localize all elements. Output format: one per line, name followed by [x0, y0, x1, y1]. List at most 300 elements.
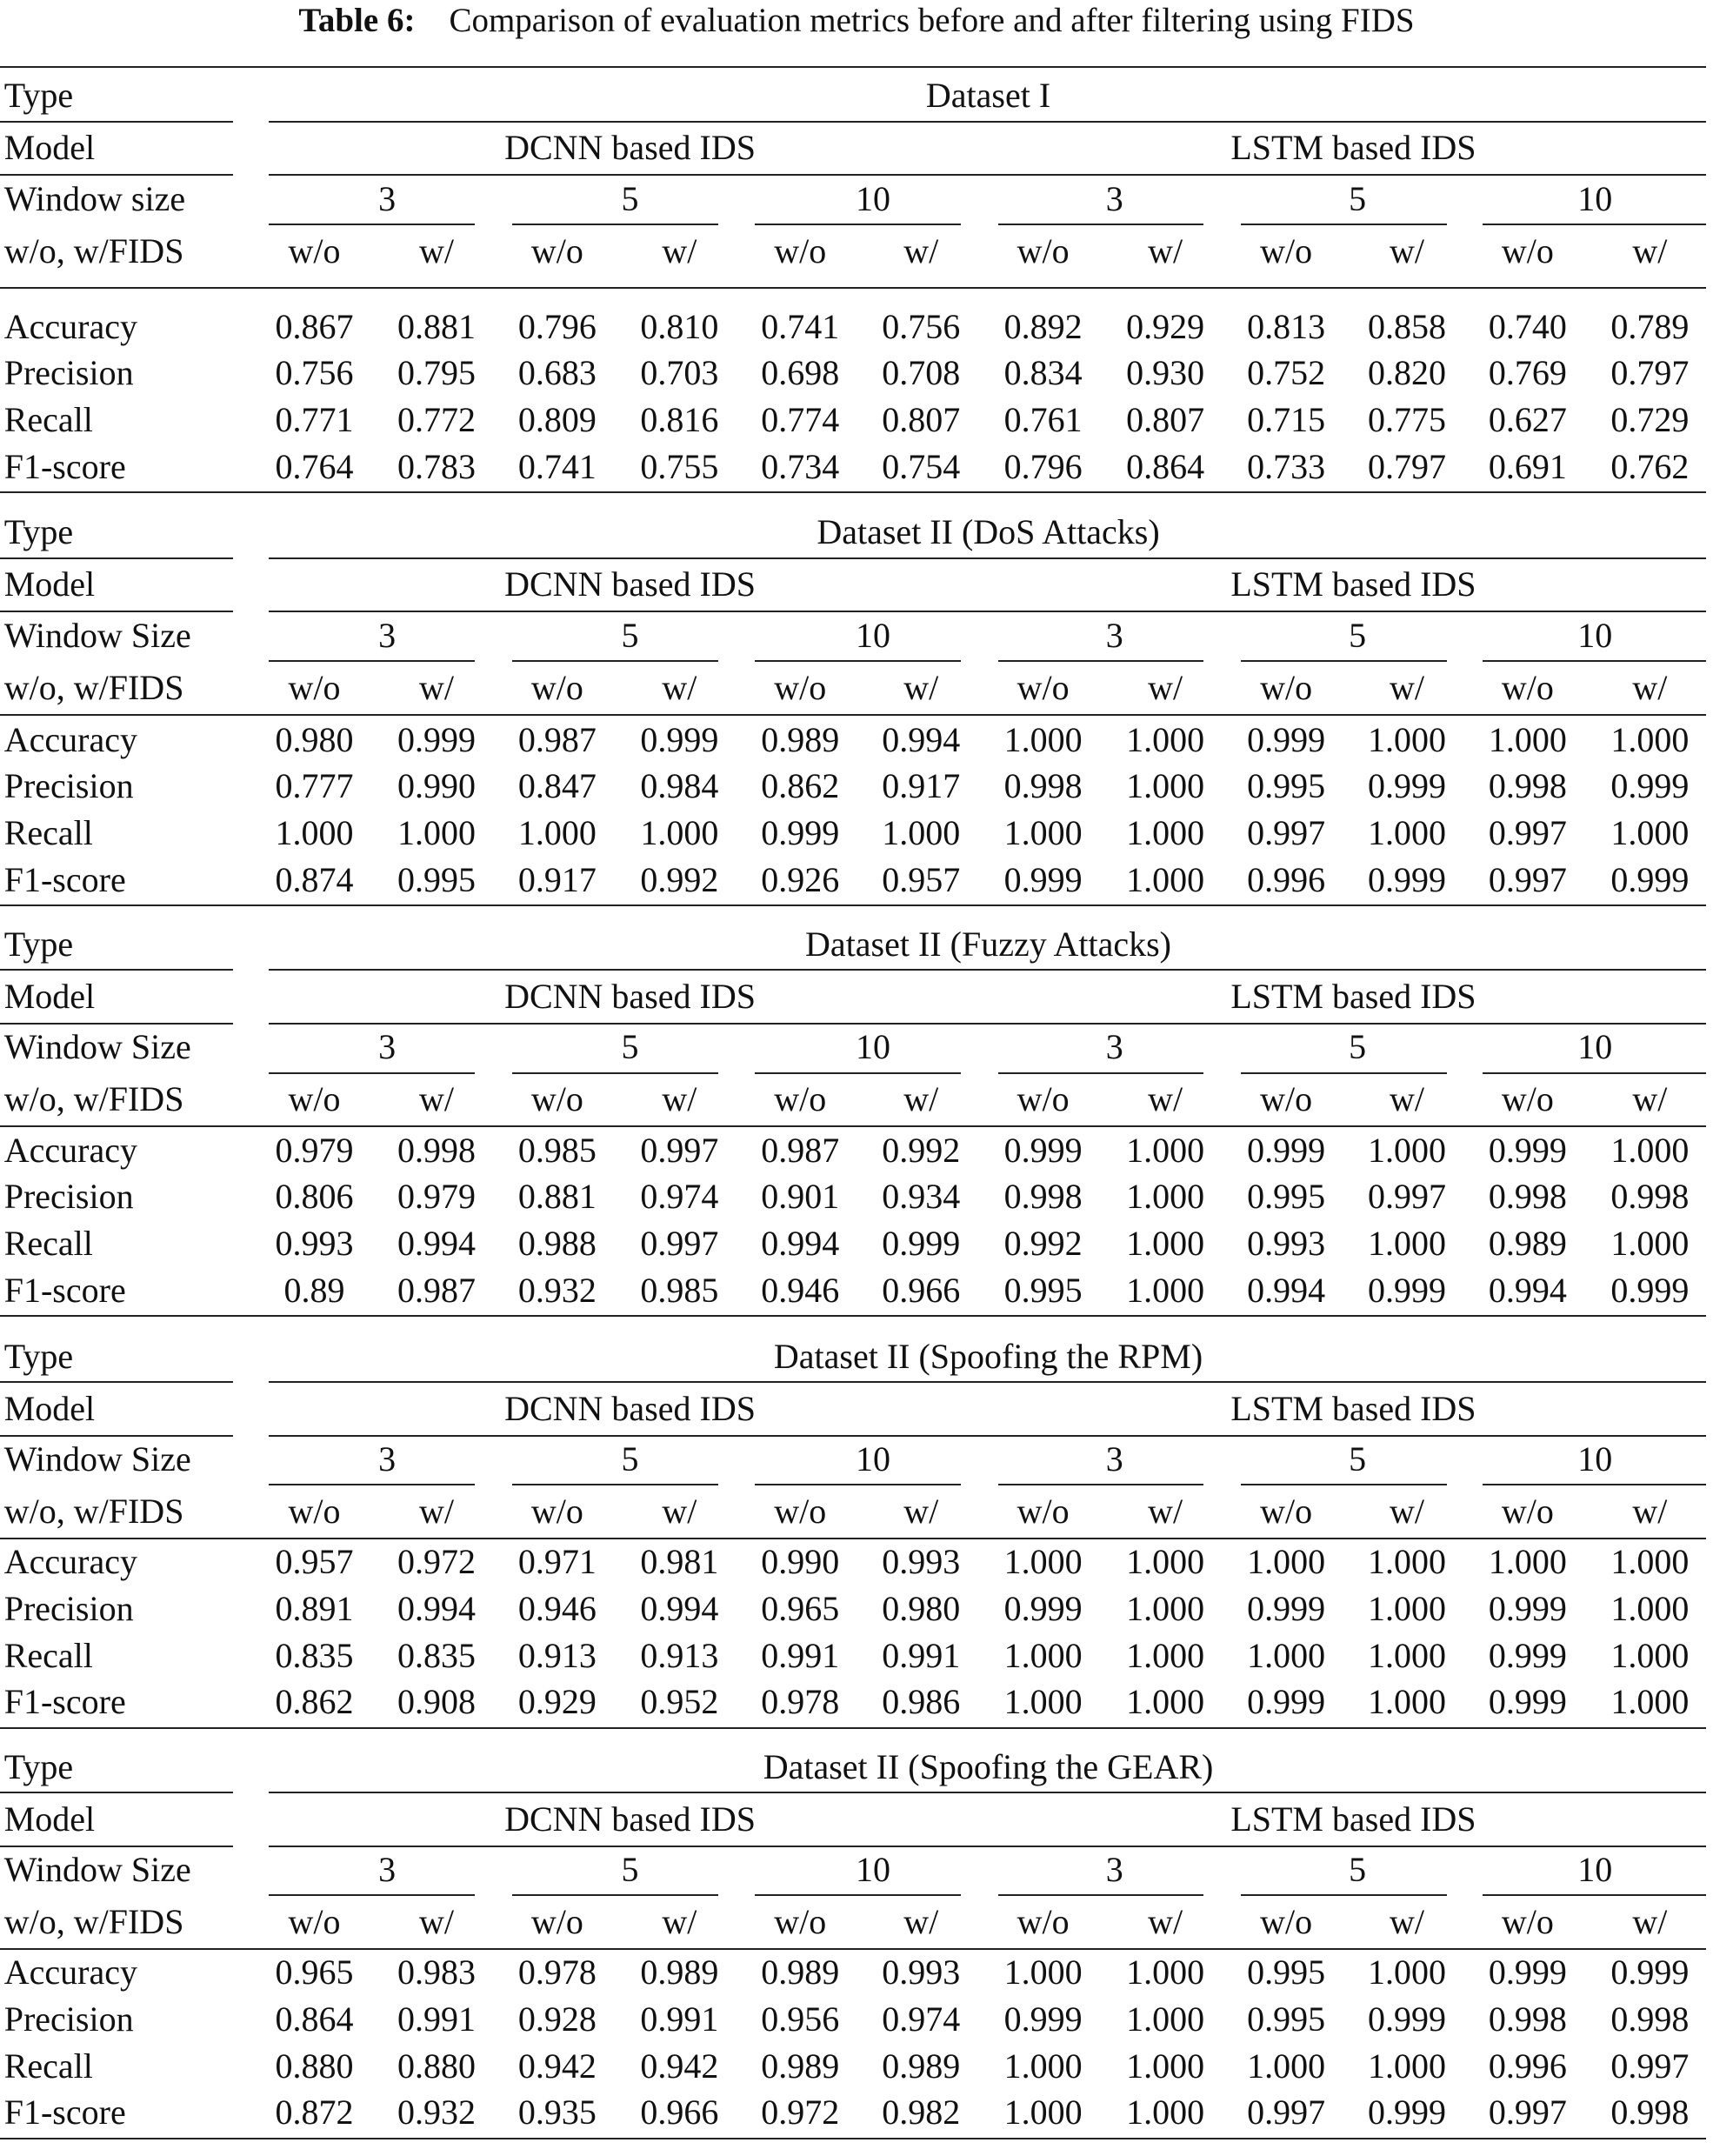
window-group-rule: [1241, 1072, 1447, 1074]
metric-label: Accuracy: [3, 1542, 137, 1582]
window-size-value: 3: [378, 1438, 397, 1478]
metric-value: 0.627: [1488, 400, 1567, 440]
dataset-rule: [269, 1792, 1706, 1793]
window-size-value: 10: [855, 615, 890, 655]
metric-value: 1.000: [275, 813, 354, 853]
metric-label: Recall: [3, 400, 93, 440]
metric-value: 0.754: [882, 446, 961, 486]
metric-value: 1.000: [1247, 1635, 1326, 1675]
metric-value: 0.999: [1003, 1589, 1083, 1629]
metric-value: 0.987: [761, 1130, 840, 1170]
metric-value: 0.847: [517, 766, 597, 806]
model-label: Model: [3, 128, 96, 168]
metric-value: 0.998: [1488, 766, 1567, 806]
metric-value: 0.796: [1003, 446, 1083, 486]
dataset-title: Dataset II (Spoofing the GEAR): [763, 1746, 1214, 1786]
dataset-title: Dataset I: [925, 76, 1051, 116]
metric-value: 1.000: [1367, 1682, 1446, 1722]
window-size-value: 3: [378, 615, 397, 655]
window-group-rule: [755, 224, 961, 225]
metric-value: 0.807: [1126, 400, 1205, 440]
metric-value: 1.000: [1488, 1542, 1567, 1582]
filter-flag: w/o: [1260, 667, 1313, 707]
metric-value: 0.999: [761, 813, 840, 853]
model-label-rule: [0, 611, 233, 612]
metric-value: 0.741: [761, 306, 840, 346]
metric-value: 0.997: [640, 1224, 719, 1264]
metric-value: 1.000: [1610, 1682, 1690, 1722]
window-size-value: 10: [1577, 178, 1613, 218]
metric-value: 1.000: [1367, 1542, 1446, 1582]
caption-text: Comparison of evaluation metrics before and after filtering using FIDS: [449, 2, 1415, 39]
window-group-rule: [269, 1484, 475, 1485]
window-size-value: 5: [1349, 1438, 1367, 1478]
window-size-value: 5: [621, 615, 639, 655]
dataset-rule: [269, 121, 1706, 123]
model-rule: [269, 1846, 1706, 1847]
metric-value: 0.982: [882, 2093, 961, 2133]
metric-value: 0.994: [1488, 1270, 1567, 1310]
metric-label: Precision: [3, 353, 134, 393]
metric-value: 0.990: [761, 1542, 840, 1582]
metric-value: 0.991: [882, 1635, 961, 1675]
metric-value: 0.734: [761, 446, 840, 486]
window-size-value: 10: [1577, 1027, 1613, 1067]
window-group-rule: [269, 660, 475, 662]
metric-value: 0.972: [761, 2093, 840, 2133]
metric-value: 1.000: [397, 813, 476, 853]
metric-value: 0.935: [517, 2093, 597, 2133]
metric-value: 0.997: [1610, 2046, 1690, 2086]
metric-value: 0.691: [1488, 446, 1567, 486]
metric-value: 0.995: [1247, 1952, 1326, 1992]
metric-value: 0.997: [1488, 813, 1567, 853]
dataset-title: Dataset II (Spoofing the RPM): [773, 1336, 1203, 1376]
window-size-value: 3: [1105, 1849, 1123, 1889]
metric-value: 0.756: [275, 353, 354, 393]
window-size-value: 3: [1105, 1027, 1123, 1067]
filter-flag: w/o: [1260, 230, 1313, 270]
filter-flag: w/o: [530, 1901, 583, 1941]
metric-value: 0.966: [640, 2093, 719, 2133]
filter-flag: w/o: [1260, 1491, 1313, 1531]
metric-value: 1.000: [1367, 2046, 1446, 2086]
metric-value: 0.807: [882, 400, 961, 440]
metric-value: 1.000: [517, 813, 597, 853]
metric-value: 0.698: [761, 353, 840, 393]
metric-value: 0.874: [275, 859, 354, 899]
metric-value: 0.998: [1610, 2093, 1690, 2133]
window-size-value: 5: [621, 178, 639, 218]
window-group-rule: [1483, 1894, 1706, 1896]
metric-value: 0.715: [1247, 400, 1326, 440]
filter-flag: w/o: [288, 667, 341, 707]
type-label: Type: [3, 924, 74, 965]
metric-value: 1.000: [1003, 813, 1083, 853]
metric-value: 0.990: [397, 766, 476, 806]
metric-value: 0.979: [275, 1130, 354, 1170]
header-bottom-rule: [0, 1948, 1706, 1950]
metric-value: 1.000: [1247, 2046, 1326, 2086]
metric-value: 0.881: [517, 1177, 597, 1217]
metric-value: 1.000: [1610, 1589, 1690, 1629]
window-size-value: 10: [855, 178, 890, 218]
metric-value: 0.956: [761, 1999, 840, 2039]
metric-value: 0.834: [1003, 353, 1083, 393]
metric-value: 1.000: [1003, 719, 1083, 759]
filter-flag: w/o: [1501, 230, 1554, 270]
metric-value: 0.992: [640, 859, 719, 899]
metric-value: 0.994: [761, 1224, 840, 1264]
model-name: LSTM based IDS: [1230, 564, 1476, 604]
filter-flag: w/: [1148, 1491, 1183, 1531]
metric-value: 0.777: [275, 766, 354, 806]
filter-flag: w/: [1148, 1079, 1183, 1119]
metric-value: 0.946: [761, 1270, 840, 1310]
metric-value: 0.993: [275, 1224, 354, 1264]
metric-value: 1.000: [1126, 1130, 1205, 1170]
metric-value: 0.797: [1367, 446, 1446, 486]
filter-flag: w/: [418, 230, 454, 270]
metric-value: 0.995: [1247, 766, 1326, 806]
metric-value: 0.755: [640, 446, 719, 486]
metric-value: 0.992: [882, 1130, 961, 1170]
metric-value: 1.000: [1126, 859, 1205, 899]
metric-value: 0.957: [882, 859, 961, 899]
metric-value: 0.999: [1247, 1682, 1326, 1722]
metric-value: 0.756: [882, 306, 961, 346]
metric-value: 0.972: [397, 1542, 476, 1582]
type-label: Type: [3, 1336, 74, 1376]
model-label: Model: [3, 1388, 96, 1428]
window-group-rule: [998, 1072, 1204, 1074]
metric-label: Precision: [3, 1589, 134, 1629]
filter-flag: w/o: [774, 230, 827, 270]
metric-value: 0.999: [1247, 719, 1326, 759]
filter-flag: w/o: [288, 1491, 341, 1531]
metric-value: 1.000: [1126, 1270, 1205, 1310]
metric-value: 0.980: [275, 719, 354, 759]
filter-flag: w/: [418, 1079, 454, 1119]
filter-label: w/o, w/FIDS: [3, 1079, 184, 1119]
metric-value: 0.932: [397, 2093, 476, 2133]
metric-value: 0.999: [1367, 1270, 1446, 1310]
filter-flag: w/o: [1501, 1491, 1554, 1531]
metric-value: 0.991: [397, 1999, 476, 2039]
filter-flag: w/o: [1501, 1901, 1554, 1941]
metric-value: 0.957: [275, 1542, 354, 1582]
metric-value: 0.989: [1488, 1224, 1567, 1264]
metric-value: 0.974: [640, 1177, 719, 1217]
metric-value: 0.929: [1126, 306, 1205, 346]
filter-label: w/o, w/FIDS: [3, 1491, 184, 1531]
metric-value: 0.998: [397, 1130, 476, 1170]
window-size-label: Window Size: [3, 1438, 191, 1478]
metric-value: 1.000: [1126, 1999, 1205, 2039]
metric-value: 0.795: [397, 353, 476, 393]
metric-value: 1.000: [1003, 2046, 1083, 2086]
metric-value: 1.000: [1488, 719, 1567, 759]
metric-value: 1.000: [1126, 1542, 1205, 1582]
metric-label: Precision: [3, 766, 134, 806]
metric-value: 0.864: [275, 1999, 354, 2039]
metric-value: 0.988: [517, 1224, 597, 1264]
model-rule: [269, 1023, 1706, 1025]
metric-value: 1.000: [1126, 766, 1205, 806]
filter-flag: w/: [1389, 667, 1424, 707]
model-label-rule: [0, 174, 233, 176]
model-name: LSTM based IDS: [1230, 128, 1476, 168]
metric-value: 1.000: [640, 813, 719, 853]
window-size-value: 5: [1349, 1027, 1367, 1067]
metric-label: Accuracy: [3, 1952, 137, 1992]
metric-value: 0.858: [1367, 306, 1446, 346]
window-size-label: Window size: [3, 178, 186, 218]
filter-flag: w/o: [1501, 667, 1554, 707]
metric-value: 0.995: [1003, 1270, 1083, 1310]
metric-value: 0.703: [640, 353, 719, 393]
metric-value: 0.813: [1247, 306, 1326, 346]
filter-label: w/o, w/FIDS: [3, 667, 184, 707]
metric-value: 0.997: [1488, 859, 1567, 899]
filter-flag: w/: [1148, 230, 1183, 270]
window-group-rule: [755, 1894, 961, 1896]
window-size-label: Window Size: [3, 1027, 191, 1067]
metric-value: 0.989: [640, 1952, 719, 1992]
metric-value: 0.999: [1610, 859, 1690, 899]
section-bottom-rule: [0, 1727, 1706, 1729]
metric-value: 0.996: [1247, 859, 1326, 899]
window-group-rule: [269, 224, 475, 225]
metric-value: 0.999: [1367, 2093, 1446, 2133]
metric-value: 0.762: [1610, 446, 1690, 486]
window-group-rule: [1483, 660, 1706, 662]
model-label: Model: [3, 564, 96, 604]
filter-flag: w/o: [1260, 1901, 1313, 1941]
metric-value: 0.708: [882, 353, 961, 393]
metric-value: 1.000: [1126, 1635, 1205, 1675]
window-size-label: Window Size: [3, 1849, 191, 1889]
window-size-value: 3: [1105, 178, 1123, 218]
window-group-rule: [269, 1894, 475, 1896]
metric-value: 0.993: [882, 1952, 961, 1992]
metric-value: 0.835: [275, 1635, 354, 1675]
dataset-rule: [269, 1381, 1706, 1383]
window-group-rule: [755, 1072, 961, 1074]
metric-label: Recall: [3, 2046, 93, 2086]
metric-value: 0.917: [517, 859, 597, 899]
window-size-value: 3: [378, 1849, 397, 1889]
metric-value: 1.000: [1610, 1224, 1690, 1264]
metric-value: 0.796: [517, 306, 597, 346]
window-group-rule: [1483, 224, 1706, 225]
metric-value: 1.000: [1003, 1542, 1083, 1582]
header-bottom-rule: [0, 287, 1706, 289]
metric-value: 0.999: [1488, 1635, 1567, 1675]
metric-label: F1-score: [3, 446, 126, 486]
metric-value: 0.998: [1610, 1177, 1690, 1217]
metric-value: 0.752: [1247, 353, 1326, 393]
filter-flag: w/: [1632, 1079, 1668, 1119]
filter-flag: w/: [662, 1079, 697, 1119]
metric-value: 0.771: [275, 400, 354, 440]
metric-value: 0.989: [761, 1952, 840, 1992]
window-group-rule: [998, 660, 1204, 662]
metric-value: 0.981: [640, 1542, 719, 1582]
metric-value: 0.998: [1610, 1999, 1690, 2039]
type-label-rule: [0, 121, 233, 123]
metric-value: 0.997: [1367, 1177, 1446, 1217]
metric-value: 0.965: [275, 1952, 354, 1992]
metric-value: 0.942: [640, 2046, 719, 2086]
metric-value: 1.000: [1610, 1635, 1690, 1675]
metric-value: 1.000: [1367, 1224, 1446, 1264]
metric-value: 0.901: [761, 1177, 840, 1217]
metric-value: 0.952: [640, 1682, 719, 1722]
metric-value: 0.775: [1367, 400, 1446, 440]
filter-flag: w/o: [774, 667, 827, 707]
metric-label: F1-score: [3, 1682, 126, 1722]
metric-value: 1.000: [1367, 719, 1446, 759]
type-label-rule: [0, 1381, 233, 1383]
metric-value: 0.985: [517, 1130, 597, 1170]
metric-value: 0.89: [283, 1270, 345, 1310]
metric-value: 0.997: [640, 1130, 719, 1170]
filter-flag: w/o: [1260, 1079, 1313, 1119]
metric-value: 0.994: [397, 1589, 476, 1629]
metric-value: 0.741: [517, 446, 597, 486]
metric-value: 0.913: [517, 1635, 597, 1675]
metric-label: F1-score: [3, 1270, 126, 1310]
window-group-rule: [998, 1894, 1204, 1896]
window-size-value: 10: [855, 1438, 890, 1478]
metric-value: 0.774: [761, 400, 840, 440]
filter-flag: w/o: [1016, 230, 1070, 270]
model-label: Model: [3, 1799, 96, 1839]
filter-flag: w/o: [288, 230, 341, 270]
dataset-title: Dataset II (DoS Attacks): [817, 512, 1160, 552]
caption-label: Table 6:: [298, 2, 416, 39]
filter-flag: w/: [903, 1901, 939, 1941]
model-name: DCNN based IDS: [504, 564, 756, 604]
metric-value: 0.789: [1610, 306, 1690, 346]
metric-value: 0.999: [1003, 859, 1083, 899]
window-group-rule: [1241, 660, 1447, 662]
window-size-value: 5: [1349, 178, 1367, 218]
metric-value: 1.000: [1126, 1682, 1205, 1722]
window-group-rule: [269, 1072, 475, 1074]
filter-flag: w/: [662, 1901, 697, 1941]
metric-value: 0.991: [761, 1635, 840, 1675]
window-group-rule: [1241, 224, 1447, 225]
metric-value: 0.809: [517, 400, 597, 440]
metric-value: 1.000: [1003, 1682, 1083, 1722]
metric-value: 0.987: [517, 719, 597, 759]
metric-value: 0.989: [761, 2046, 840, 2086]
metric-value: 0.999: [1610, 766, 1690, 806]
filter-flag: w/o: [1501, 1079, 1554, 1119]
metric-value: 0.984: [640, 766, 719, 806]
metric-value: 0.772: [397, 400, 476, 440]
metric-value: 0.985: [640, 1270, 719, 1310]
filter-label: w/o, w/FIDS: [3, 1901, 184, 1941]
metric-value: 1.000: [1610, 1542, 1690, 1582]
metric-value: 0.980: [882, 1589, 961, 1629]
metric-value: 0.994: [640, 1589, 719, 1629]
metric-value: 0.971: [517, 1542, 597, 1582]
section-bottom-rule: [0, 1315, 1706, 1317]
filter-flag: w/: [903, 230, 939, 270]
filter-flag: w/: [903, 1491, 939, 1531]
metric-value: 0.930: [1126, 353, 1205, 393]
metric-value: 0.862: [761, 766, 840, 806]
metric-value: 1.000: [1003, 1635, 1083, 1675]
metric-value: 1.000: [1367, 813, 1446, 853]
metric-value: 1.000: [882, 813, 961, 853]
model-label: Model: [3, 977, 96, 1016]
filter-flag: w/o: [1016, 1901, 1070, 1941]
filter-flag: w/o: [530, 667, 583, 707]
metric-value: 1.000: [1126, 1589, 1205, 1629]
model-rule: [269, 611, 1706, 612]
metric-value: 0.974: [882, 1999, 961, 2039]
window-size-value: 10: [855, 1849, 890, 1889]
window-group-rule: [1483, 1484, 1706, 1485]
metric-value: 1.000: [1247, 1542, 1326, 1582]
table-top-rule: [0, 66, 1706, 68]
metric-value: 0.797: [1610, 353, 1690, 393]
filter-flag: w/o: [774, 1901, 827, 1941]
metric-value: 0.862: [275, 1682, 354, 1722]
metric-value: 0.946: [517, 1589, 597, 1629]
filter-flag: w/o: [288, 1079, 341, 1119]
metric-value: 0.992: [1003, 1224, 1083, 1264]
metric-label: Precision: [3, 1177, 134, 1217]
metric-label: Recall: [3, 1224, 93, 1264]
metric-value: 1.000: [1126, 719, 1205, 759]
filter-flag: w/o: [530, 1079, 583, 1119]
metric-value: 0.998: [1488, 1177, 1567, 1217]
metric-value: 0.740: [1488, 306, 1567, 346]
model-label-rule: [0, 1435, 233, 1437]
dataset-rule: [269, 557, 1706, 559]
window-size-value: 3: [378, 178, 397, 218]
metric-value: 0.729: [1610, 400, 1690, 440]
metric-value: 0.999: [1367, 766, 1446, 806]
filter-flag: w/: [1632, 230, 1668, 270]
window-size-label: Window Size: [3, 615, 191, 655]
window-size-value: 5: [1349, 615, 1367, 655]
metric-value: 0.997: [1247, 813, 1326, 853]
metric-value: 0.997: [1488, 2093, 1567, 2133]
metric-value: 0.913: [640, 1635, 719, 1675]
filter-flag: w/: [1632, 1491, 1668, 1531]
filter-flag: w/: [418, 1901, 454, 1941]
filter-flag: w/o: [774, 1491, 827, 1531]
window-group-rule: [512, 1072, 718, 1074]
metric-value: 1.000: [1126, 813, 1205, 853]
metric-label: Accuracy: [3, 719, 137, 759]
window-group-rule: [512, 1894, 718, 1896]
filter-flag: w/: [662, 230, 697, 270]
filter-flag: w/: [1148, 1901, 1183, 1941]
metric-value: 0.810: [640, 306, 719, 346]
metric-value: 0.864: [1126, 446, 1205, 486]
model-rule: [269, 174, 1706, 176]
metric-value: 0.999: [640, 719, 719, 759]
window-size-value: 3: [1105, 615, 1123, 655]
metric-value: 1.000: [1610, 1130, 1690, 1170]
